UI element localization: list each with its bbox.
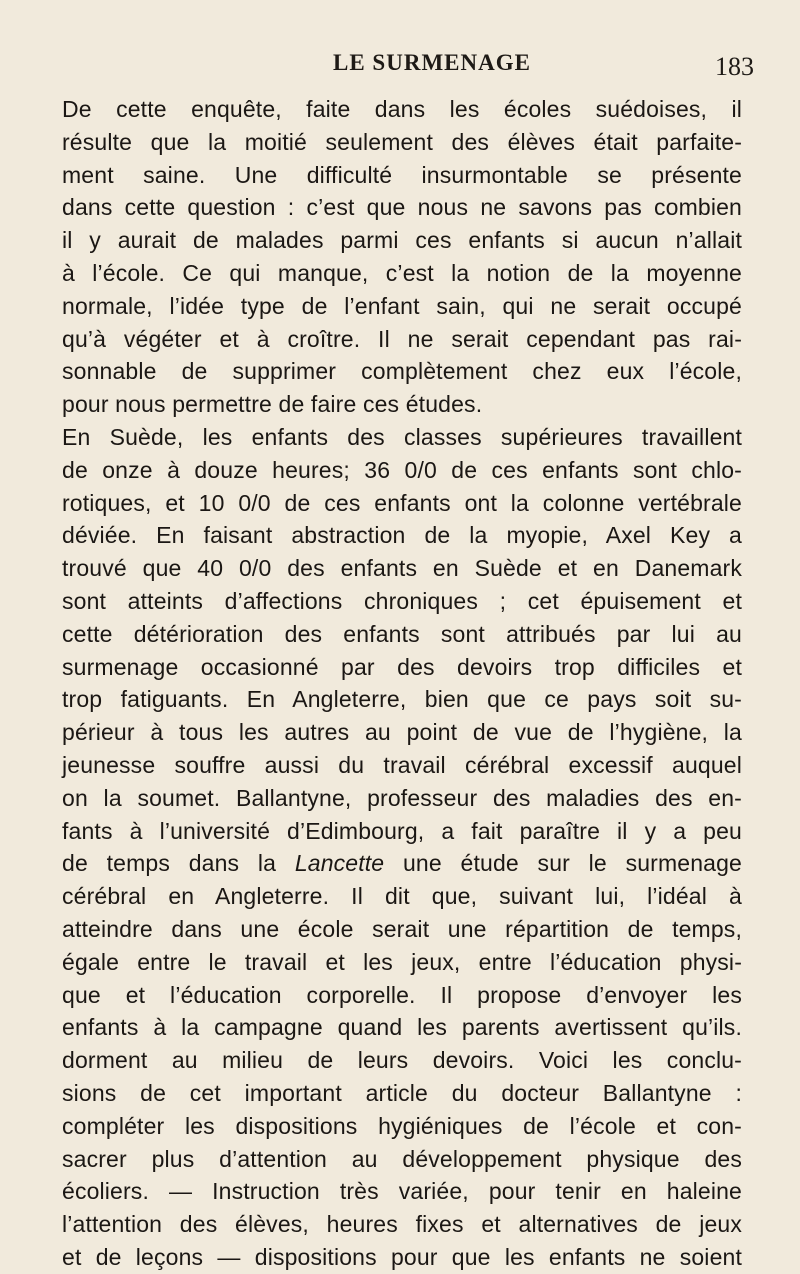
text-line: sont atteints d’affections chroniques ; cet épuisement et: [62, 587, 742, 614]
text-line: on la soumet. Ballantyne, professeur des maladies des en-: [62, 784, 742, 811]
text-line: rotiques, et 10 0/0 de ces enfants ont la colonne vertébrale: [62, 489, 742, 516]
text-line: trouvé que 40 0/0 des enfants en Suède et en Danemark: [62, 555, 742, 582]
text-line: qu’à végéter et à croître. Il ne serait cependant pas rai-: [62, 325, 742, 352]
text-line: De cette enquête, faite dans les écoles suédoises, il: [62, 96, 742, 122]
text-line: écoliers. — Instruction très variée, pour tenir en haleine: [62, 1178, 742, 1205]
text-line: dorment au milieu de leurs devoirs. Voici les conclu-: [62, 1047, 742, 1074]
text-line: ment saine. Une difficulté insurmontable se présente: [62, 161, 742, 188]
text-segment: une étude sur le surmenage: [384, 850, 742, 877]
text-line: compléter les dispositions hygiéniques de l’école et con-: [62, 1112, 742, 1139]
text-line: et de leçons — dispositions pour que les enfants ne soient: [62, 1243, 742, 1270]
text-line: résulte que la moitié seulement des élèves était parfaite-: [62, 128, 742, 155]
text-line: égale entre le travail et les jeux, entre l’éducation physi-: [62, 948, 742, 975]
running-title: LE SURMENAGE: [333, 50, 531, 75]
body-text: [62, 93, 742, 1274]
text-line: sacrer plus d’attention au développement physique des: [62, 1145, 742, 1172]
text-line: fants à l’université d’Edimbourg, a fait paraître il y a peu: [62, 817, 742, 844]
text-line: sions de cet important article du docteur Ballantyne :: [62, 1079, 742, 1106]
text-line: trop fatiguants. En Angleterre, bien que ce pays soit su-: [62, 686, 742, 713]
page-number: 183: [715, 52, 754, 81]
text-line: surmenage occasionné par des devoirs trop difficiles et: [62, 653, 742, 680]
journal-title: Lancette: [294, 850, 385, 877]
text-line: dans cette question : c’est que nous ne savons pas combien: [62, 194, 742, 221]
text-line: jeunesse souffre aussi du travail cérébral excessif auquel: [62, 751, 742, 778]
text-line: cérébral en Angleterre. Il dit que, suivant lui, l’idéal à: [62, 883, 742, 910]
text-line: périeur à tous les autres au point de vue de l’hygiène, la: [62, 719, 742, 746]
text-line: normale, l’idée type de l’enfant sain, qui ne serait occupé: [62, 292, 742, 319]
text-line: cette détérioration des enfants sont attribués par lui au: [62, 620, 742, 647]
text-line: enfants à la campagne quand les parents avertissent qu’ils.: [62, 1014, 742, 1041]
text-line: à l’école. Ce qui manque, c’est la notion de la moyenne: [62, 259, 742, 286]
text-line: que et l’éducation corporelle. Il propose d’envoyer les: [62, 981, 742, 1008]
text-line: déviée. En faisant abstraction de la myopie, Axel Key a: [62, 522, 742, 549]
text-line: pour nous permettre de faire ces études.: [62, 391, 483, 418]
text-line: il y aurait de malades parmi ces enfants si aucun n’allait: [62, 227, 742, 254]
text-segment: de temps dans la: [62, 850, 295, 877]
text-line: atteindre dans une école serait une répartition de temps,: [62, 915, 742, 942]
text-line: de onze à douze heures; 36 0/0 de ces enfants sont chlo-: [62, 456, 742, 483]
text-line: sonnable de supprimer complètement chez eux l’école,: [62, 358, 742, 385]
text-line-with-italic: [62, 847, 742, 880]
text-line: En Suède, les enfants des classes supérieures travaillent: [62, 423, 742, 450]
text-line: l’attention des élèves, heures fixes et alternatives de jeux: [62, 1211, 742, 1238]
